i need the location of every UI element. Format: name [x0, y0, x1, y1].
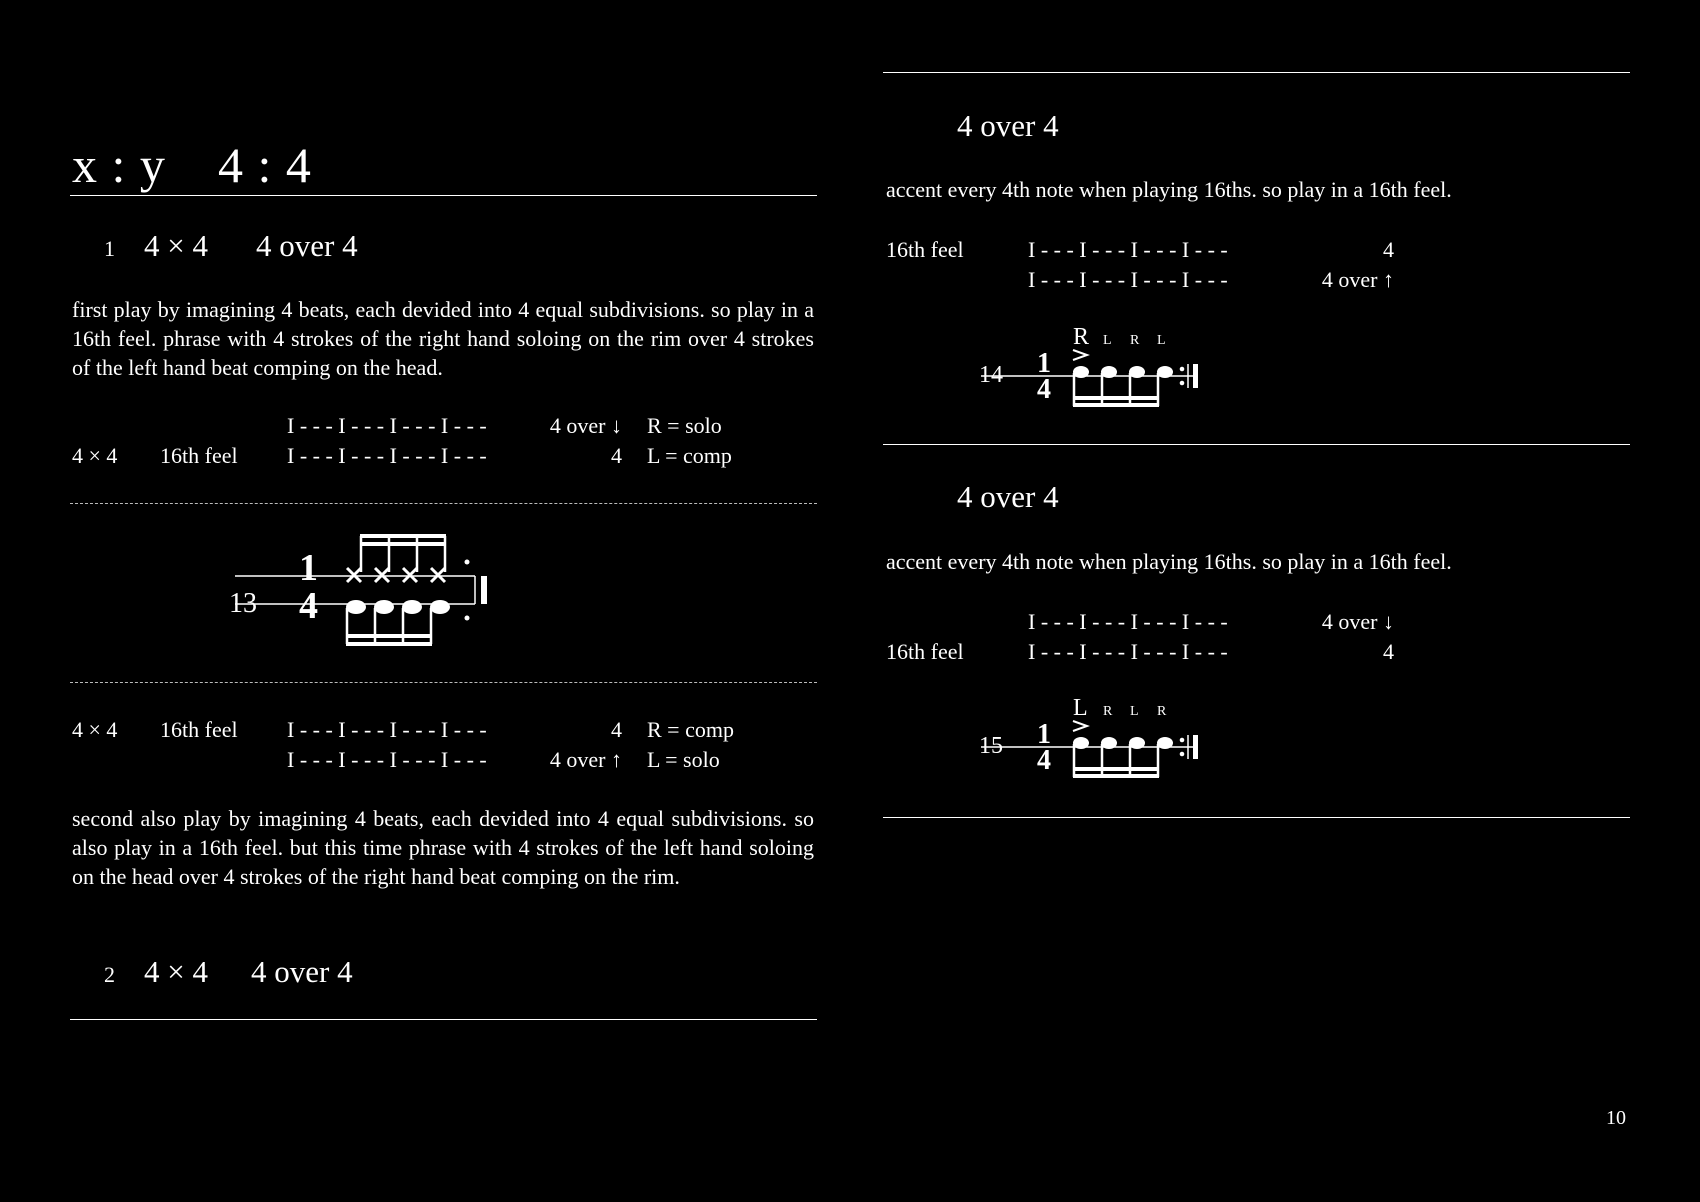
divider-dotted-2 [70, 682, 817, 683]
section2-name: 4 over 4 [251, 954, 353, 989]
row-col2: 16th feel [160, 717, 238, 742]
row-count: 4 over ↑ [1321, 267, 1394, 292]
right-mid-rule [883, 444, 1630, 445]
upper-stems-beams [361, 536, 445, 572]
row-pattern: I - - - I - - - I - - - I - - - [1028, 609, 1228, 634]
section1-description: first play by imagining 4 beats, each devided into 4 equal subdivisions. so play in a 16th feel. phrase with 4 strokes of the right hand soloing on the rim over 4 strokes of the left hand beat comping on the head. [72, 297, 814, 380]
sticking-2: L [1103, 333, 1112, 348]
lower-notes [346, 600, 450, 614]
sticking-1: L [1073, 695, 1088, 721]
row-hand: R = comp [647, 717, 734, 742]
row-count: 4 over ↓ [549, 413, 622, 438]
row-col1: 4 × 4 [72, 443, 118, 468]
time-sig-bottom: 4 [1037, 374, 1051, 405]
notation-14 [975, 322, 1215, 412]
row-count: 4 over ↑ [549, 747, 622, 772]
measure-number: 14 [979, 362, 1003, 388]
sticking-3: L [1130, 704, 1139, 719]
row-pattern: I - - - I - - - I - - - I - - - [287, 717, 487, 742]
time-sig-bottom: 4 [299, 585, 318, 627]
right-top-rule [883, 72, 1630, 73]
row-pattern: I - - - I - - - I - - - I - - - [1028, 639, 1228, 664]
block2-heading: 4 over 4 [957, 479, 1059, 514]
measure-number: 13 [229, 588, 257, 619]
right-bottom-rule [883, 817, 1630, 818]
row-label: 16th feel [886, 237, 964, 262]
section1-label: 4 × 4 [144, 228, 208, 263]
sticking-4: L [1157, 333, 1166, 348]
notation-15 [975, 693, 1215, 783]
row-count: 4 [1383, 237, 1394, 262]
row-count: 4 [611, 717, 622, 742]
row-hand: L = solo [647, 747, 720, 772]
row-pattern: I - - - I - - - I - - - I - - - [287, 747, 487, 772]
section1-number: 1 [104, 236, 115, 261]
row-count: 4 [611, 443, 622, 468]
row-col2: 16th feel [160, 443, 238, 468]
page-number: 10 [1606, 1107, 1626, 1129]
row-hand: R = solo [647, 413, 722, 438]
row-pattern: I - - - I - - - I - - - I - - - [1028, 267, 1228, 292]
divider-dotted-1 [70, 503, 817, 504]
notation-13 [225, 528, 505, 653]
time-sig-bottom: 4 [1037, 745, 1051, 776]
title-ratio: 4 : 4 [218, 137, 312, 193]
sticking-2: R [1103, 704, 1113, 719]
section1-name: 4 over 4 [256, 228, 358, 263]
block2-description: accent every 4th note when playing 16ths. so play in a 16th feel. [886, 549, 1452, 574]
title-rule [70, 195, 817, 196]
time-sig-top: 1 [299, 547, 318, 589]
row-pattern: I - - - I - - - I - - - I - - - [1028, 237, 1228, 262]
sticking-4: R [1157, 704, 1167, 719]
time-sig-top: 1 [1037, 348, 1051, 379]
section2-label: 4 × 4 [144, 954, 208, 989]
row-pattern: I - - - I - - - I - - - I - - - [287, 413, 487, 438]
time-sig-top: 1 [1037, 719, 1051, 750]
row-label: 16th feel [886, 639, 964, 664]
section2-description: second also play by imagining 4 beats, each devided into 4 equal subdivisions. so also play in a 16th feel. but this time phrase with 4 strokes of the left hand soloing on the head over 4 strokes of the right hand beat comping on the rim. [72, 806, 814, 889]
row-col1: 4 × 4 [72, 717, 118, 742]
block1-description: accent every 4th note when playing 16ths. so play in a 16th feel. [886, 177, 1452, 202]
sticking-3: R [1130, 333, 1140, 348]
section2-rule [70, 1019, 817, 1020]
block1-heading: 4 over 4 [957, 108, 1059, 143]
row-count: 4 over ↓ [1321, 609, 1394, 634]
sticking-1: R [1073, 324, 1090, 350]
section2-number: 2 [104, 962, 115, 987]
row-count: 4 [1383, 639, 1394, 664]
measure-number: 15 [979, 733, 1003, 759]
title-xy: x : y [72, 137, 166, 193]
row-hand: L = comp [647, 443, 732, 468]
row-pattern: I - - - I - - - I - - - I - - - [287, 443, 487, 468]
